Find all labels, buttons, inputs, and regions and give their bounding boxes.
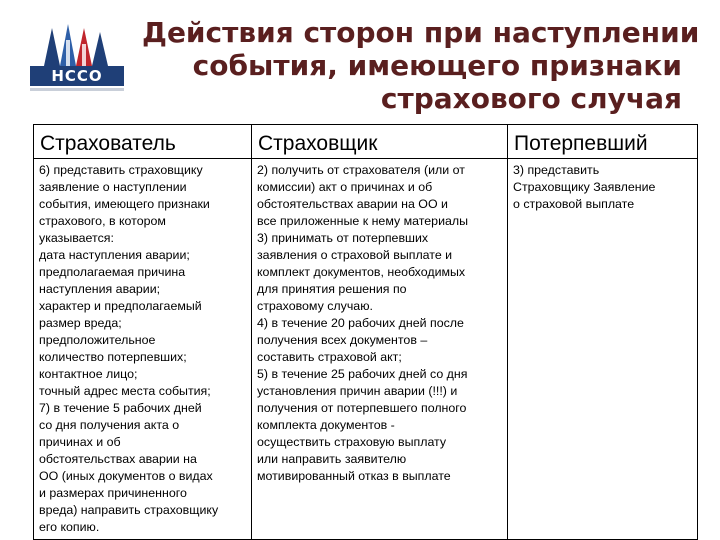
table-header-row xyxy=(34,125,698,159)
cell-text-line: получения от потерпевшего полного xyxy=(257,401,467,415)
cell-text-line: ОО (иных документов о видах xyxy=(39,469,213,483)
cell-insured xyxy=(34,159,252,540)
company-logo xyxy=(30,22,124,94)
cell-text-line: 3) представить xyxy=(513,163,600,177)
cell-text-line: размер вреда; xyxy=(39,316,122,330)
cell-text-line: или направить заявителю xyxy=(257,452,407,466)
cell-text-line: предполагаемая причина xyxy=(39,265,186,279)
cell-text-line: для принятия решения по xyxy=(257,282,407,296)
cell-text-line: комплекта документов - xyxy=(257,418,395,432)
cell-text-line: предположительное xyxy=(39,333,156,347)
logo-wordmark xyxy=(30,66,124,86)
cell-text-line: о страховой выплате xyxy=(513,197,635,211)
parties-actions-table xyxy=(33,124,698,540)
cell-text-line: комиссии) акт о причинах и об xyxy=(257,180,433,194)
cell-text-line: контактное лицо; xyxy=(39,367,138,381)
cell-text-line: заявление о наступлении xyxy=(39,180,187,194)
cell-insurer xyxy=(252,159,508,540)
cell-text-line: заявления о страховой выплате и xyxy=(257,248,453,262)
title-line-3: страхового случая xyxy=(380,82,682,115)
cell-text-line: Страховщику Заявление xyxy=(513,180,656,194)
cell-text-line: мотивированный отказ в выплате xyxy=(257,469,451,483)
cell-text-line: количество потерпевших; xyxy=(39,350,187,364)
cell-text-line: все приложенные к нему материалы xyxy=(257,214,469,228)
logo-caption xyxy=(30,88,124,91)
cell-text-line: события, имеющего признаки xyxy=(39,197,210,211)
cell-text-line: вреда) направить страховщику xyxy=(39,503,219,517)
cell-text-line: причинах и об xyxy=(39,435,121,449)
header-insured: Страхователь xyxy=(34,125,252,159)
page-title xyxy=(142,16,700,115)
header-insurer: Страховщик xyxy=(252,125,508,159)
cell-text-line: наступления аварии; xyxy=(39,282,161,296)
cell-text-line: страхового, в котором xyxy=(39,214,166,228)
cell-text-line: характер и предполагаемый xyxy=(39,299,202,313)
cell-text-line: его копию. xyxy=(39,520,100,534)
logo-text: НССО xyxy=(51,67,103,85)
cell-text-line: комплект документов, необходимых xyxy=(257,265,466,279)
header-victim: Потерпевший xyxy=(508,125,698,159)
cell-text-line: обстоятельствах аварии на xyxy=(39,452,197,466)
title-line-1: Действия сторон при наступлении xyxy=(142,16,700,49)
table-row xyxy=(34,159,698,540)
cell-text-line: 3) принимать от потерпевших xyxy=(257,231,429,245)
cell-text-line: точный адрес места события; xyxy=(39,384,211,398)
cell-text-line: осуществить страховую выплату xyxy=(257,435,447,449)
cell-text-line: составить страховой акт; xyxy=(257,350,402,364)
cell-victim xyxy=(508,159,698,540)
logo-emblem xyxy=(30,22,124,66)
cell-text-line: дата наступления аварии; xyxy=(39,248,190,262)
cell-text-line: указывается: xyxy=(39,231,114,245)
cell-text-line: 4) в течение 20 рабочих дней после xyxy=(257,316,464,330)
cell-text-line: 6) представить страховщику xyxy=(39,163,203,177)
cell-text-line: установления причин аварии (!!!) и xyxy=(257,384,458,398)
cell-text-line: получения всех документов – xyxy=(257,333,428,347)
title-line-2: события, имеющего признаки xyxy=(192,49,682,82)
cell-text-line: со дня получения акта о xyxy=(39,418,180,432)
cell-text-line: и размерах причиненного xyxy=(39,486,187,500)
cell-text-line: 5) в течение 25 рабочих дней со дня xyxy=(257,367,468,381)
cell-text-line: 7) в течение 5 рабочих дней xyxy=(39,401,202,415)
cell-text-line: 2) получить от страхователя (или от xyxy=(257,163,465,177)
cell-text-line: обстоятельствах аварии на ОО и xyxy=(257,197,448,211)
cell-text-line: страховому случаю. xyxy=(257,299,373,313)
